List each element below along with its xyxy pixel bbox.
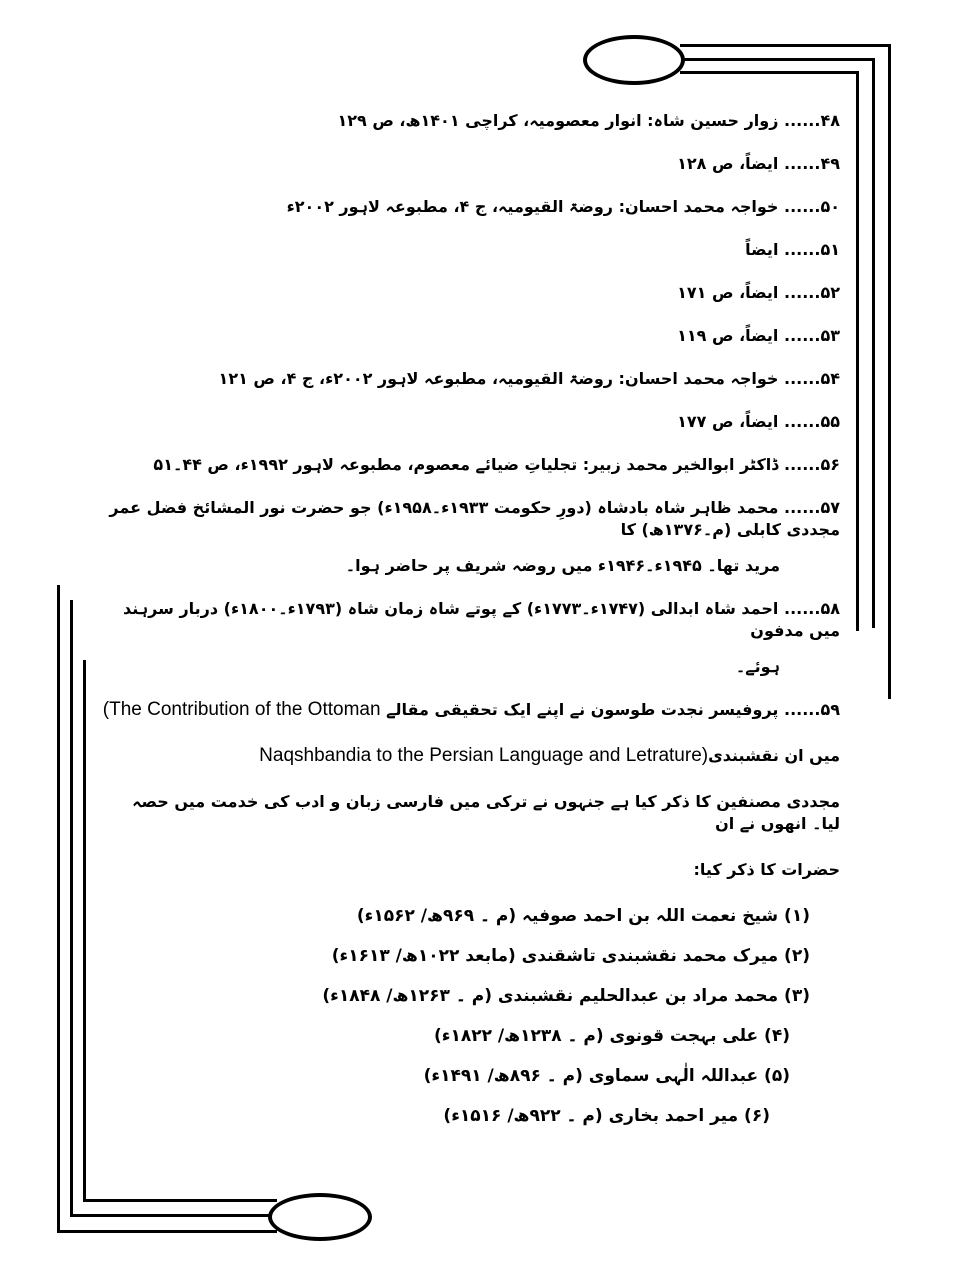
- footnote-56: ۵۶...... ڈاکٹر ابوالخیر محمد زبیر: تجلیاتِ ضیائے معصوم، مطبوعہ لاہور ۱۹۹۲ء، ص ۴۴۔۵۱: [153, 455, 840, 474]
- top-oval-ornament: [583, 35, 685, 85]
- list-item: (۴) علی بہجت قونوی (م ۔ ۱۲۳۸ھ/ ۱۸۲۲ء): [434, 1026, 790, 1046]
- list-item: (۱) شیخ نعمت اللہ بن احمد صوفیہ (م ۔ ۹۶۹ھ/ ۱۵۶۲ء): [356, 906, 810, 926]
- footnote-59-line-3: مجددی مصنفین کا ذکر کیا ہے جنہوں نے ترکی میں فارسی زبان و ادب کی خدمت میں حصہ لیا۔ انھوں نے ان: [132, 792, 840, 833]
- footnote-48: ۴۸...... زوار حسین شاہ: انوار معصومیہ، کراچی ۱۴۰۱ھ، ص ۱۲۹: [337, 111, 840, 130]
- list-item: (۳) محمد مراد بن عبدالحلیم نقشبندی (م ۔ ۱۲۶۳ھ/ ۱۸۴۸ء): [322, 986, 810, 1006]
- footnotes: [100, 110, 840, 1145]
- footnote-53: ۵۳...... ایضاً، ص ۱۱۹: [677, 326, 840, 345]
- footnote-52: ۵۲...... ایضاً، ص ۱۷۱: [677, 283, 840, 302]
- footnote-59: [100, 699, 840, 1127]
- bottom-oval-ornament: [268, 1193, 372, 1241]
- list-item: (۲) میرک محمد نقشبندی تاشقندی (مابعد ۱۰۲۲ھ/ ۱۶۱۳ء): [331, 946, 810, 966]
- footnote-59-line-2: میں ان نقشبندیNaqshbandia to the Persian Language and Letrature): [259, 745, 840, 766]
- footnote-51: ۵۱...... ایضاً: [745, 240, 840, 259]
- footnote-58: ۵۸...... احمد شاہ ابدالی (۱۷۴۷ء۔۱۷۷۳ء) کے پوتے شاہ زمان شاہ (۱۷۹۳ء۔۱۸۰۰ء) دربار سرہند میں مدفون ہوئے۔: [123, 599, 840, 676]
- list-item: (۵) عبداللہ الٰہی سماوی (م ۔ ۸۹۶ھ/ ۱۴۹۱ء): [423, 1066, 790, 1086]
- footnote-50: ۵۰...... خواجہ محمد احسان: روضۃ القیومیہ، ج ۴، مطبوعہ لاہور ۲۰۰۲ء: [286, 197, 840, 216]
- footnote-57: ۵۷...... محمد ظاہر شاہ بادشاہ (دورِ حکومت ۱۹۳۳ء۔۱۹۵۸ء) جو حضرت نور المشائخ فضل عمر مجددی کابلی (م۔۱۳۷۶ھ) کا مرید تھا۔ ۱۹۴۵ء۔۱۹۴۶ء میں روضہ شریف پر حاضر ہوا۔: [109, 498, 840, 575]
- footnote-59-line-4: حضرات کا ذکر کیا:: [693, 860, 840, 879]
- scholar-list: [100, 905, 840, 1127]
- footnote-55: ۵۵...... ایضاً، ص ۱۷۷: [677, 412, 840, 431]
- list-item: (۶) میر احمد بخاری (م ۔ ۹۲۲ھ/ ۱۵۱۶ء): [443, 1106, 770, 1126]
- footnote-54: ۵۴...... خواجہ محمد احسان: روضۃ القیومیہ، مطبوعہ لاہور ۲۰۰۲ء، ج ۴، ص ۱۲۱: [218, 369, 840, 388]
- footnote-49: ۴۹...... ایضاً، ص ۱۲۸: [677, 154, 840, 173]
- footnote-59-line-1: ۵۹...... پروفیسر نجدت طوسون نے اپنے ایک تحقیقی مقالے (The Contribution of the Ottoman: [102, 699, 840, 720]
